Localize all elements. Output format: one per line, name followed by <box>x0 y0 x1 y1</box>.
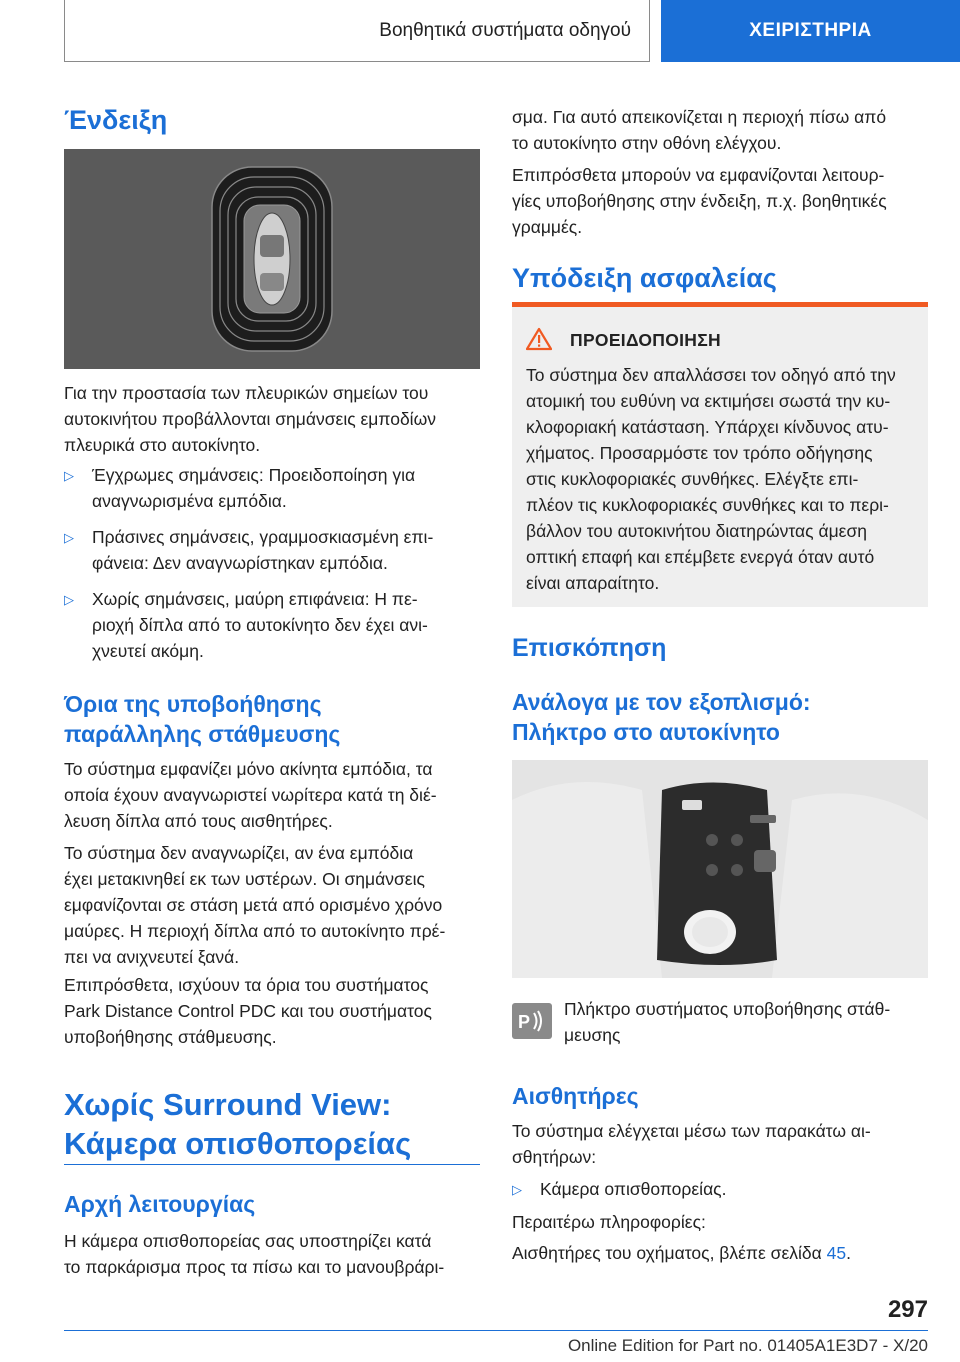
heading-without-surround-view <box>64 1086 480 1164</box>
heading-principle: Αρχή λειτουργίας <box>64 1191 256 1217</box>
text-line: στις κυκλοφοριακές συνθήκες. Ελέγξτε επι‐ <box>526 469 859 489</box>
continuation-paragraph-2 <box>512 162 928 240</box>
triangle-right-icon: ▷ <box>64 530 74 545</box>
text-line: το αυτοκίνητο στην οθόνη ελέγχου. <box>512 133 782 153</box>
heading-limits <box>64 690 480 750</box>
punctuation: . <box>846 1243 851 1263</box>
text-line: Επιπρόσθετα μπορούν να εμφανίζονται λειτουρ‐ <box>512 165 885 185</box>
text-line: Για την προστασία των πλευρικών σημείων του <box>64 383 429 403</box>
footer-rule <box>64 1330 928 1331</box>
text-line: ατομική του ευθύνη να εκτιμήσει σωστά την κυ‐ <box>526 391 891 411</box>
continuation-paragraph-1 <box>512 104 928 156</box>
principle-paragraph <box>64 1228 480 1280</box>
text-line: φάνεια: Δεν αναγνωρίστηκαν εμπόδια. <box>92 553 388 573</box>
text-line: οποία έχουν αναγνωριστεί νωρίτερα κατά τη διέ‐ <box>64 785 437 805</box>
text-line: Η κάμερα οπισθοπορείας σας υποστηρίζει κατά <box>64 1231 432 1251</box>
heading-line: Κάμερα οπισθοπορείας <box>64 1125 412 1161</box>
text-line: πλέον τις κυκλοφοριακές συνθήκες και το περι‐ <box>526 495 889 515</box>
text-line: Έγχρωμες σημάνσεις: Προειδοποίηση για <box>92 465 416 485</box>
text-line: Το σύστημα δεν αναγνωρίζει, αν ένα εμπόδια <box>64 843 414 863</box>
parking-display-image <box>64 149 480 369</box>
text-line: το παρκάρισμα προς τα πίσω και το μανουβράρι‐ <box>64 1257 445 1277</box>
text-line: χήματος. Προσαρμόστε τον τρόπο οδήγησης <box>526 443 873 463</box>
park-assist-icon <box>512 1003 552 1039</box>
bullet-green-markings <box>64 524 480 576</box>
text-line: αυτοκινήτου προβάλλονται σημάνσεις εμποδίων <box>64 409 436 429</box>
heading-safety: Υπόδειξη ασφαλείας <box>512 263 777 293</box>
text-line: υποβοήθησης στάθμευσης. <box>64 1027 277 1047</box>
section-title: Βοηθητικά συστήματα οδηγού <box>379 19 631 41</box>
center-console-graphic <box>512 760 928 978</box>
section-tab <box>64 0 650 62</box>
bullet-colored-markings <box>64 462 480 514</box>
warning-text <box>526 362 928 596</box>
sensors-paragraph <box>512 1118 928 1170</box>
text-line: Πλήκτρο συστήματος υποβοήθησης στάθ‐ <box>564 999 891 1019</box>
heading-line: Όρια της υποβοήθησης <box>64 691 322 717</box>
section-rule <box>64 1164 480 1165</box>
text-line: σθητήρων: <box>512 1147 597 1167</box>
triangle-right-icon: ▷ <box>64 468 74 483</box>
text-line: πλευρικά στο αυτοκίνητο. <box>64 435 261 455</box>
heading-line: Πλήκτρο στο αυτοκίνητο <box>512 718 780 745</box>
text-line: Park Distance Control PDC και του συστήματος <box>64 1001 432 1021</box>
text-line: λευση δίπλα από τους αισθητήρες. <box>64 811 333 831</box>
warning-triangle-icon <box>526 327 552 356</box>
center-console-image <box>512 760 928 978</box>
heading-line: Ανάλογα με τον εξοπλισμό: <box>512 689 811 715</box>
text-line: έχει μετακινηθεί εκ των υστέρων. Οι σημάνσεις <box>64 869 425 889</box>
text-line: μευσης <box>564 1025 621 1045</box>
text-line: χνευτεί ακόμη. <box>92 641 204 661</box>
text-line: σμα. Για αυτό απεικονίζεται η περιοχή πίσω από <box>512 107 887 127</box>
text-line: εμφανίζονται σε στάση μετά από ορισμένο χρόνο <box>64 895 443 915</box>
text-line: Επιπρόσθετα, ισχύουν τα όρια του συστήματος <box>64 975 429 995</box>
text-line: είναι απαραίτητο. <box>526 573 660 593</box>
text-line: Χωρίς σημάνσεις, μαύρη επιφάνεια: Η πε‐ <box>92 589 418 609</box>
bullet-no-markings <box>64 586 480 664</box>
chapter-title: ΧΕΙΡΙΣΤΗΡΙΑ <box>749 20 872 41</box>
text-line: Κάμερα οπισθοπορείας. <box>540 1179 727 1199</box>
text-line: γραμμές. <box>512 217 583 237</box>
svg-text:P: P <box>518 1012 531 1032</box>
heading-display: Ένδειξη <box>64 105 168 135</box>
limits-paragraph-3 <box>64 972 480 1050</box>
text-line: Το σύστημα ελέγχεται μέσω των παρακάτω αι‐ <box>512 1121 871 1141</box>
text-line: βάλλον του αυτοκινήτου διατηρώντας άμεση <box>526 521 868 541</box>
heading-equipment <box>512 688 928 748</box>
text-line: κλοφοριακή κατάσταση. Υπάρχει κίνδυνος ατυ‐ <box>526 417 889 437</box>
text-line: γίες υποβοήθησης στην ένδειξη, π.χ. βοηθητικές <box>512 191 887 211</box>
heading-overview: Επισκόπηση <box>512 634 667 662</box>
page-reference-link[interactable]: 45 <box>826 1243 847 1263</box>
button-caption <box>564 996 928 1048</box>
heading-sensors: Αισθητήρες <box>512 1083 639 1109</box>
text-line: μαύρες. Η περιοχή δίπλα από το αυτοκίνητο πρέ‐ <box>64 921 446 941</box>
parking-display-graphic <box>64 149 480 369</box>
bullet-rear-camera <box>512 1176 928 1203</box>
heading-line: Χωρίς Surround View: <box>64 1087 392 1122</box>
more-info-sentence: Αισθητήρες του οχήματος, βλέπε σελίδα <box>512 1243 822 1263</box>
edition-footer: Online Edition for Part no. 01405A1E3D7 - X/20 <box>567 1336 928 1355</box>
text-line: αναγνωρισμένα εμπόδια. <box>92 491 287 511</box>
text-line: Το σύστημα δεν απαλλάσσει τον οδηγό από την <box>526 365 896 385</box>
more-info-label: Περαιτέρω πληροφορίες: <box>512 1212 706 1232</box>
chapter-tab <box>661 0 960 62</box>
text-line: Το σύστημα εμφανίζει μόνο ακίνητα εμπόδια, τα <box>64 759 433 779</box>
more-info-text <box>512 1240 851 1266</box>
display-paragraph <box>64 380 480 458</box>
triangle-right-icon: ▷ <box>512 1182 522 1197</box>
limits-paragraph-2 <box>64 840 480 970</box>
text-line: Πράσινες σημάνσεις, γραμμοσκιασμένη επι‐ <box>92 527 434 547</box>
text-line: πει να ανιχνευτεί ξανά. <box>64 947 240 967</box>
text-line: οπτική επαφή και επέμβετε ενεργά όταν αυτό <box>526 547 875 567</box>
text-line: ριοχή δίπλα από το αυτοκίνητο δεν έχει ανι‐ <box>92 615 428 635</box>
page-number: 297 <box>887 1296 928 1323</box>
warning-title: ΠΡΟΕΙΔΟΠΟΙΗΣΗ <box>570 330 721 350</box>
triangle-right-icon: ▷ <box>64 592 74 607</box>
heading-line: παράλληλης στάθμευσης <box>64 720 341 747</box>
limits-paragraph-1 <box>64 756 480 834</box>
